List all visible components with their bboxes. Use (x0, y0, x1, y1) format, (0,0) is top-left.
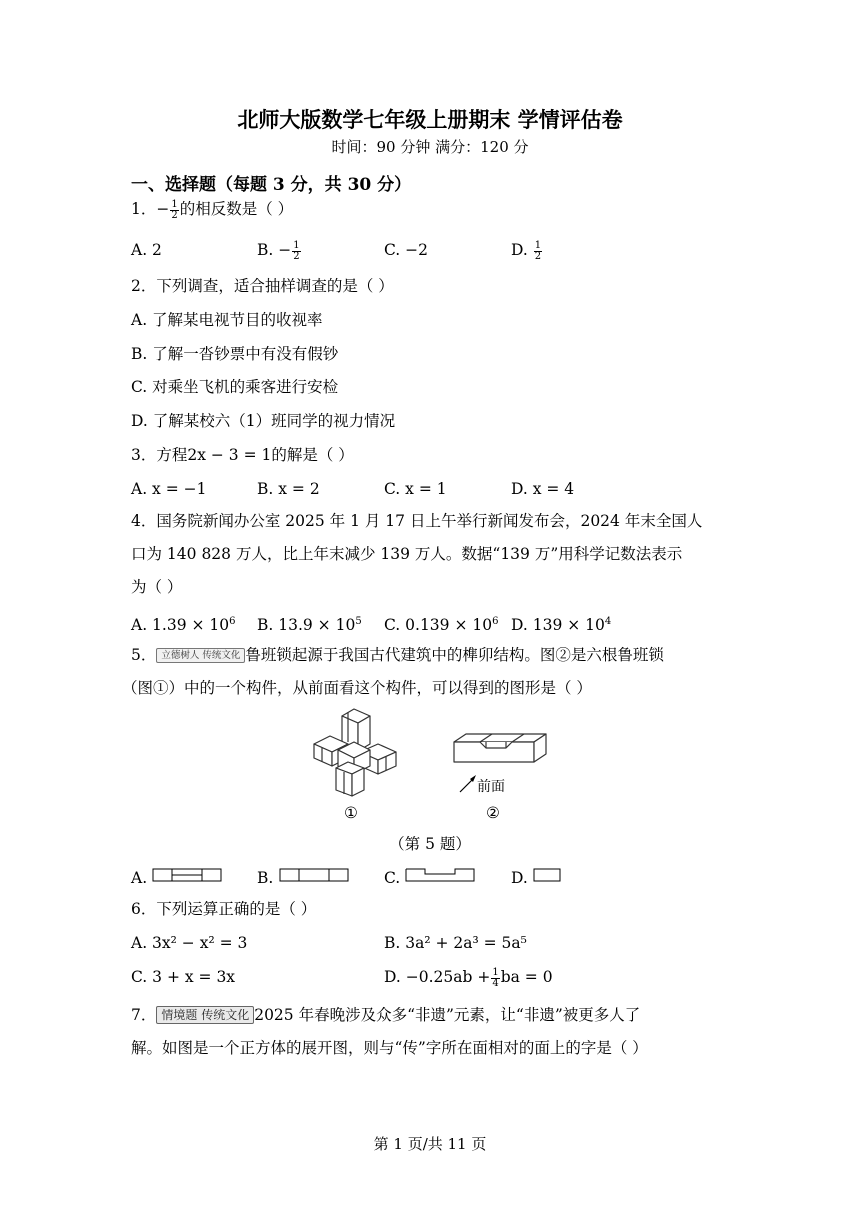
question-4-line-3: 为（ ） (131, 578, 183, 596)
question-tag: 立德树人 传统文化 (156, 648, 245, 663)
page-footer: 第 1 页/共 11 页 (373, 1135, 487, 1153)
q1-option-b: B. − $\frac{1}{2}$ (257, 239, 300, 262)
q4-option-b: B. $13.9 \times 10^5$ (257, 616, 362, 635)
question-5-line-2: （图①）中的一个构件，从前面看这个构件，可以得到的图形是（ ） (122, 679, 592, 697)
fraction: $\frac{1}{2}$ (171, 198, 178, 221)
q1-option-a: A. 2 (131, 241, 162, 259)
q4-option-a: A. $1.39 \times 10^6$ (131, 616, 236, 635)
q3-option-d: D. x = 4 (511, 480, 575, 498)
q5-option-a-label: A. (131, 869, 148, 887)
question-6-stem: 6．下列运算正确的是（ ） (131, 900, 317, 918)
figure-1-label: ① (344, 804, 358, 822)
question-4-line-2: 口为 140 828 万人，比上年末减少 139 万人。数据“139 万”用科学记数法表示 (131, 545, 683, 563)
q5-option-b-shape (279, 867, 349, 883)
q2-option-d: D. 了解某校六（1）班同学的视力情况 (131, 412, 396, 430)
q6-option-c: C. 3 + x = 3x (131, 968, 236, 986)
question-4-line-1: 4．国务院新闻办公室 2025 年 1 月 17 日上午举行新闻发布会，2024 年末全国人 (131, 512, 703, 530)
q1-option-d: D. $\frac{1}{2}$ (511, 239, 542, 262)
q6-option-d: D. −0.25ab + $\frac{1}{4}$ ba = 0 (384, 966, 553, 989)
q1-option-c: C. −2 (384, 241, 429, 259)
page-title: 北师大版数学七年级上册期末 学情评估卷 (237, 108, 623, 132)
q5-option-c-label: C. (384, 869, 401, 887)
q5-option-d-shape (533, 867, 563, 883)
front-view-label: 前面 (477, 779, 505, 795)
q4-option-c: C. $0.139 \times 10^6$ (384, 616, 499, 635)
q5-option-c-shape (405, 867, 475, 883)
question-3-stem: 3．方程2x − 3 = 1的解是（ ） (131, 446, 354, 464)
q3-option-b: B. x = 2 (257, 480, 320, 498)
q5-option-d-label: D. (511, 869, 528, 887)
q3-option-c: C. x = 1 (384, 480, 447, 498)
luban-lock-figure (308, 706, 404, 798)
question-tag: 情境题 传统文化 (156, 1006, 254, 1024)
question-1-stem: 1．− $\frac{1}{2}$ 的相反数是（ ） (131, 198, 294, 221)
figure-caption: （第 5 题） (389, 835, 471, 853)
page-subtitle: 时间：90 分钟 满分：120 分 (331, 138, 529, 156)
q3-option-a: A. x = −1 (131, 480, 207, 498)
q2-option-a: A. 了解某电视节目的收视率 (131, 311, 323, 329)
q6-option-b: B. 3a² + 2a³ = 5a⁵ (384, 934, 527, 952)
q2-option-c: C. 对乘坐飞机的乘客进行安检 (131, 378, 339, 396)
q5-option-a-shape (152, 867, 222, 883)
q4-option-d: D. $139 \times 10^4$ (511, 616, 612, 635)
q5-option-b-label: B. (257, 869, 274, 887)
question-2-stem: 2．下列调查，适合抽样调查的是（ ） (131, 277, 394, 295)
question-5-line-1: 5． 立德树人 传统文化 鲁班锁起源于我国古代建筑中的榫卯结构。图②是六根鲁班锁 (131, 646, 664, 664)
question-7-line-2: 解。如图是一个正方体的展开图，则与“传”字所在面相对的面上的字是（ ） (131, 1039, 648, 1057)
figure-2-label: ② (486, 804, 500, 822)
q2-option-b: B. 了解一沓钞票中有没有假钞 (131, 345, 339, 363)
question-7-line-1: 7． 情境题 传统文化 2025 年春晚涉及众多“非遗”元素，让“非遗”被更多人了 (131, 1006, 641, 1024)
section-heading: 一、选择题（每题 3 分，共 30 分） (131, 175, 412, 195)
q6-option-a: A. 3x² − x² = 3 (131, 934, 248, 952)
